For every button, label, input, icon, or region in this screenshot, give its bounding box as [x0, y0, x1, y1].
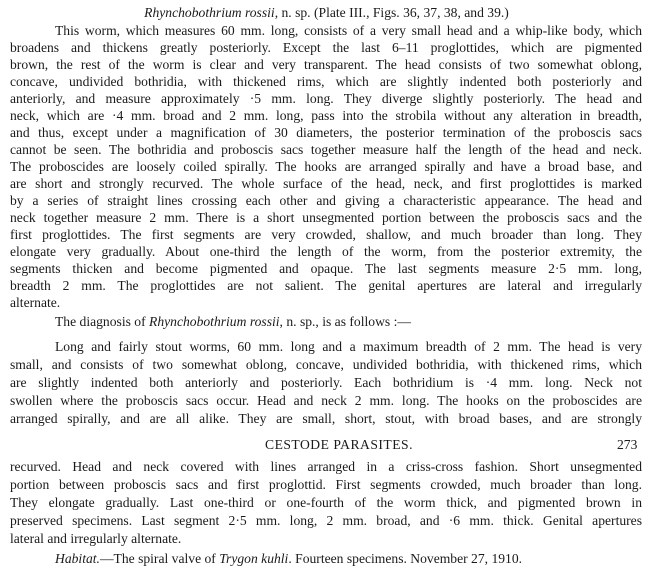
body-text-line — [10, 175, 642, 192]
text-span: broadens and thickens greatly posteriorly. Except the last 6–11 proglottides, which are pigmented — [10, 40, 642, 55]
text-span: portion between proboscis sacs and first proglottid. First segments crowded, much broader than long. — [10, 477, 642, 492]
italic-text: Habitat. — [55, 551, 100, 566]
text-span: The proboscides are loosely coiled spirally. The hooks are arranged spirally and have a broad base, and — [10, 159, 642, 174]
text-span: preserved specimens. Last segment 2·5 mm. long, 2 mm. broad, and ·6 mm. thick. Genital apertures — [10, 513, 642, 528]
text-span: are short and strongly recurved. The whole surface of the head, neck, and first proglottides is marked — [10, 176, 642, 191]
body-text-line — [10, 90, 642, 107]
text-span: They elongate gradually. Last one-third or one-fourth of the worm thick, and pigmented brown in — [10, 495, 642, 510]
body-text-line — [10, 209, 642, 226]
body-text-line — [55, 22, 642, 39]
body-text-line — [10, 374, 642, 391]
text-span: Long and fairly stout worms, 60 mm. long and a maximum breadth of 2 mm. The head is very — [55, 339, 642, 354]
body-text-line — [10, 243, 642, 260]
body-text-line — [10, 494, 642, 511]
text-span: , n. sp., is as follows :— — [279, 314, 411, 329]
body-text-line — [55, 313, 642, 330]
body-text-line — [10, 192, 642, 209]
body-text-line — [10, 356, 642, 373]
text-span: by a series of straight lines crossing each other and giving a characteristic appearance. The head and — [10, 193, 642, 208]
text-span: anteriorly, and measure approximately ·5 mm. long. They diverge slightly posteriorly. The head and — [10, 91, 642, 106]
body-text-line — [10, 512, 642, 529]
text-span: lateral and irregularly alternate. — [10, 531, 182, 546]
body-text-line — [10, 277, 642, 294]
text-span: elongate very gradually. About one-third the length of the worm, from the posterior extremity, the — [10, 244, 642, 259]
text-span: first proglottides. The first segments are very crowded, shallow, and much broader than long. They — [10, 227, 642, 242]
body-text-line — [10, 124, 642, 141]
body-text-line — [10, 530, 642, 547]
text-span: swollen where the proboscis sacs occur. Head and neck 2 mm. long. The hooks on the proboscides are — [10, 393, 642, 408]
text-span: concave, undivided bothridia, with thickened rims, which are slightly indented both posteriorly and — [10, 74, 642, 89]
text-span: neck, which are ·4 mm. broad and 2 mm. long, pass into the strobila without any alteration in breadth, — [10, 108, 642, 123]
page-number: 273 — [617, 437, 638, 452]
body-text-line — [10, 158, 642, 175]
body-text-line — [10, 392, 642, 409]
body-text-line — [55, 338, 642, 355]
body-text-line — [10, 476, 642, 493]
body-text-line — [0, 4, 653, 21]
body-text-line — [10, 39, 642, 56]
text-span: and thus, except under a magnification of 30 diameters, the posterior termination of the proboscis sacs — [10, 125, 642, 140]
italic-text: Trygon kuhli — [219, 551, 289, 566]
body-text-line — [10, 141, 642, 158]
text-span: . Fourteen specimens. November 27, 1910. — [288, 551, 523, 566]
text-span: —The spiral valve of — [99, 551, 220, 566]
text-span: alternate. — [10, 295, 61, 310]
text-span: cannot be seen. The bothridia and proboscis sacs together measure half the length of the head and neck. — [10, 142, 642, 157]
italic-text: Rhynchobothrium rossii — [144, 5, 275, 20]
text-span: This worm, which measures 60 mm. long, consists of a very small head and a whip-like body, which — [55, 23, 642, 38]
body-text-line — [10, 294, 642, 311]
text-span: segments thicken and become pigmented and opaque. The last segments measure 2·5 mm. long, — [10, 261, 642, 276]
text-span: breadth 2 mm. The proglottides are not salient. The genital apertures are lateral and irregularly — [10, 278, 642, 293]
body-text-line — [55, 550, 642, 567]
body-text-line — [10, 458, 642, 475]
body-text-line — [10, 107, 642, 124]
body-text-line — [10, 56, 642, 73]
text-span: The diagnosis of — [55, 314, 150, 329]
text-span: brown, the rest of the worm is clear and very transparent. The head consists of two somewhat oblong, — [10, 57, 642, 72]
text-span: neck together measure 2 mm. There is a short unsegmented portion between the proboscis sacs and the — [10, 210, 642, 225]
text-span: , n. sp. (Plate III., Figs. 36, 37, 38, and 39.) — [274, 5, 509, 20]
text-span: recurved. Head and neck covered with lines arranged in a criss-cross fashion. Short unsegmented — [10, 459, 642, 474]
text-span: small, and consists of two somewhat oblong, concave, undivided bothridia, with thickened rims, which — [10, 357, 642, 372]
body-text-line — [10, 260, 642, 277]
body-text-line — [10, 410, 642, 427]
text-span: are slightly indented both anteriorly and posteriorly. Each bothridium is ·4 mm. long. Neck not — [10, 375, 642, 390]
text-span: arranged spirally, and are all alike. They are small, short, stout, with broad bases, and are strongly — [10, 411, 642, 426]
italic-text: Rhynchobothrium rossii — [149, 314, 280, 329]
body-text-line — [10, 226, 642, 243]
running-title: CESTODE PARASITES. — [265, 437, 413, 452]
body-text-line — [10, 73, 642, 90]
